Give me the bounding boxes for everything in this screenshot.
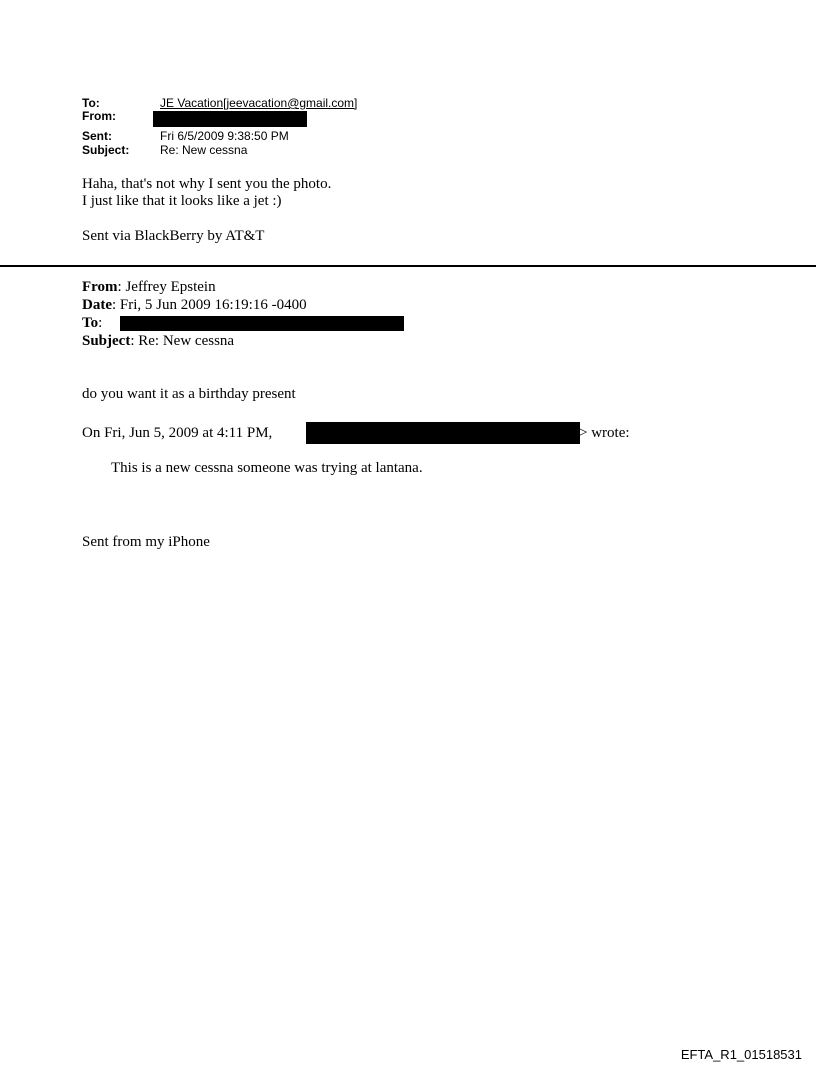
outer-to-row	[82, 97, 357, 109]
inner-subject-label: Subject	[82, 333, 131, 349]
inner-from-row	[82, 279, 216, 296]
inner-to-sep: :	[98, 315, 103, 331]
quoted-text: This is a new cessna someone was trying at lantana.	[111, 460, 423, 476]
sent-label: Sent:	[82, 129, 112, 143]
subject-value: Re: New cessna	[160, 143, 248, 157]
to-value: JE Vacation[jeevacation@gmail.com]	[160, 96, 358, 110]
inner-subject-row	[82, 333, 234, 350]
message-divider	[0, 265, 816, 267]
redaction-box	[153, 111, 307, 127]
outer-body-line-1: Haha, that's not why I sent you the photo.	[82, 176, 332, 192]
inner-from-label: From	[82, 279, 118, 295]
inner-body-line-1: do you want it as a birthday present	[82, 386, 296, 402]
sent-value: Fri 6/5/2009 9:38:50 PM	[160, 129, 289, 143]
inner-from-value: : Jeffrey Epstein	[117, 279, 216, 295]
outer-body-line-2: I just like that it looks like a jet :)	[82, 193, 282, 209]
from-label: From:	[82, 109, 116, 123]
redaction-box	[306, 422, 580, 444]
inner-date-label: Date	[82, 297, 112, 313]
to-label: To:	[82, 96, 100, 110]
inner-signature: Sent from my iPhone	[82, 534, 210, 550]
outer-from-row	[82, 110, 160, 122]
outer-signature: Sent via BlackBerry by AT&T	[82, 228, 265, 244]
quote-wrote: > wrote:	[579, 425, 630, 441]
subject-label: Subject:	[82, 143, 130, 157]
outer-subject-row	[82, 144, 247, 156]
redaction-box	[120, 316, 404, 331]
inner-date-value: : Fri, 5 Jun 2009 16:19:16 -0400	[112, 297, 307, 313]
document-id: EFTA_R1_01518531	[680, 1047, 802, 1062]
inner-to-row	[82, 315, 102, 332]
quote-intro: On Fri, Jun 5, 2009 at 4:11 PM,	[82, 425, 273, 441]
inner-to-label: To	[82, 315, 99, 331]
outer-sent-row	[82, 130, 289, 142]
inner-date-row	[82, 297, 307, 314]
inner-subject-value: : Re: New cessna	[130, 333, 235, 349]
